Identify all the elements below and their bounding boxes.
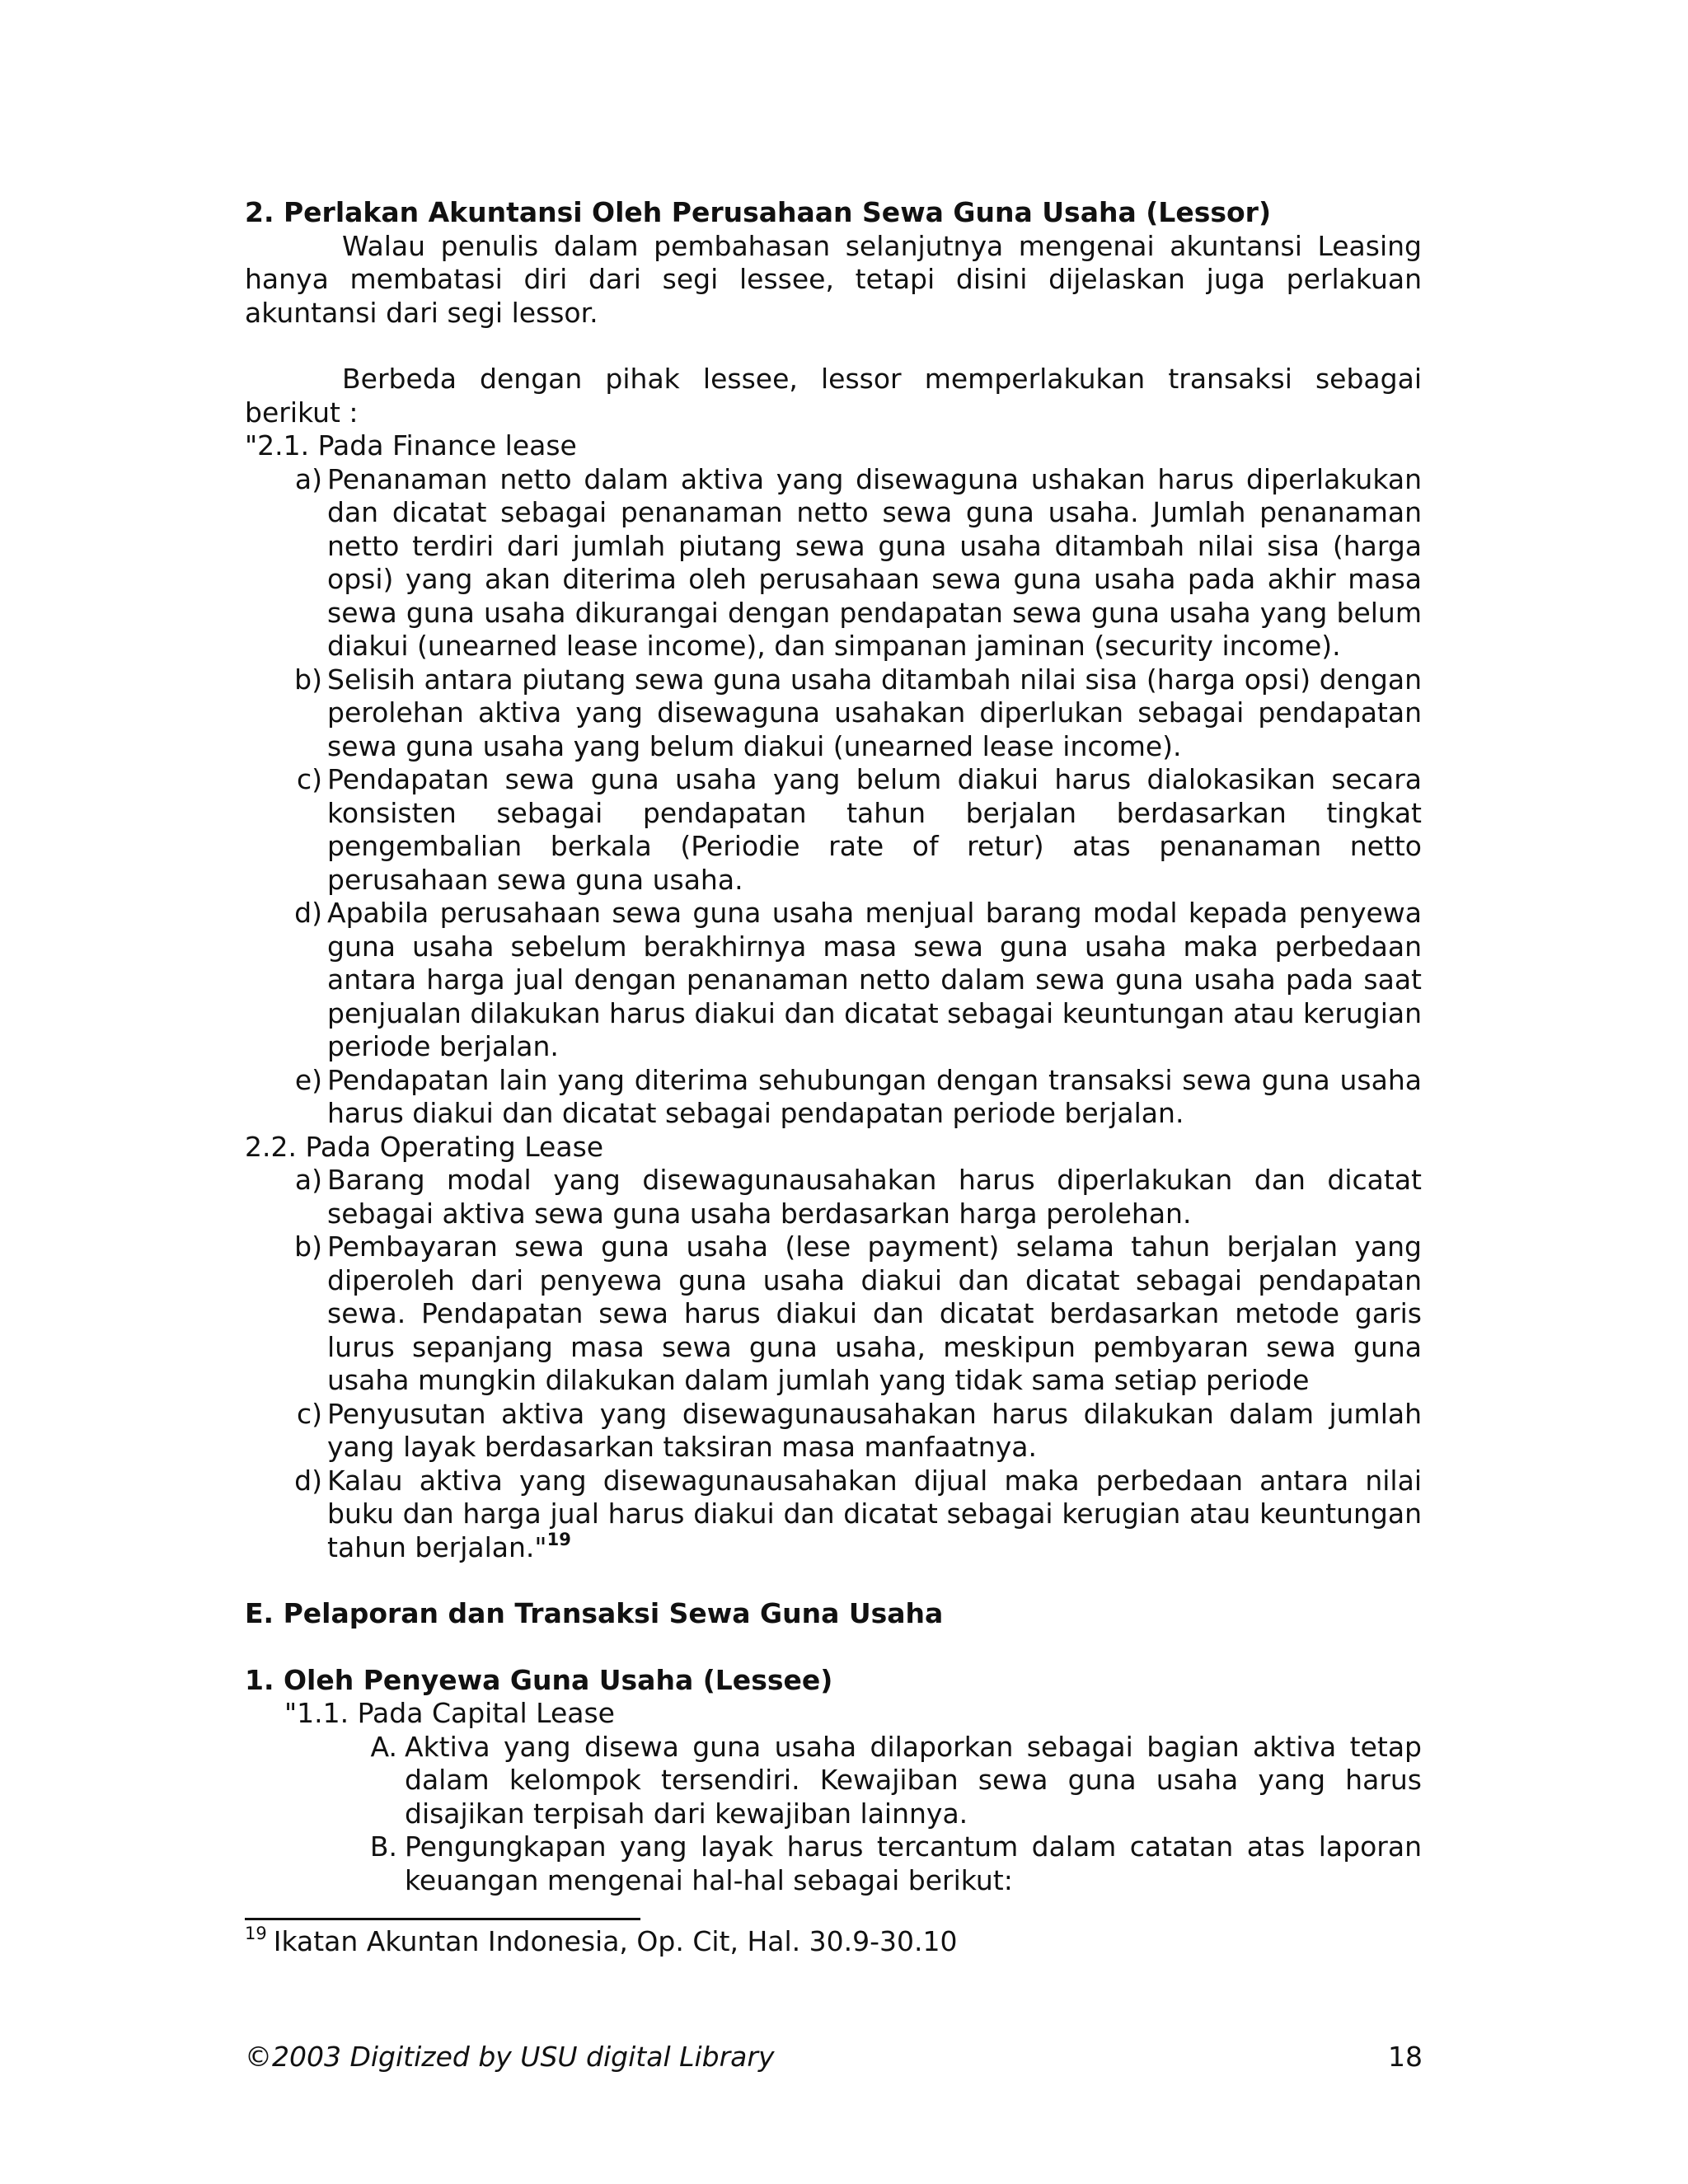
finance-lease-list [245,463,1422,1131]
subsection-heading-lessee: 1. Oleh Penyewa Guna Usaha (Lessee) [245,1663,833,1696]
list-marker: a) [294,1164,322,1196]
list-marker: d) [294,897,322,929]
subsection-title-operating-lease: 2.2. Pada Operating Lease [245,1130,604,1163]
paragraph-gap [245,1564,1422,1597]
list-item [283,1064,1422,1131]
list-item [283,663,1422,764]
footnote-divider [245,1918,640,1920]
list-item-text: Pengungkapan yang layak harus tercantum dalam catatan atas laporan keuangan mengenai hal-hal sebagai berikut: [405,1830,1422,1896]
footnote [245,1925,958,1958]
list-item [363,1830,1422,1897]
list-item [283,763,1422,897]
page-number: 18 [1388,2041,1423,2073]
list-item-text: Penanaman netto dalam aktiva yang disewaguna ushakan harus diperlakukan dan dicatat sebagai penanaman netto sewa guna usaha. Jumlah penanaman netto terdiri dari jumlah piutang sewa guna usaha ditambah nilai sisa (harga opsi) yang akan diterima oleh perusahaan sewa guna usaha pada akhir masa sewa guna usaha dikurangai dengan pendapatan sewa guna usaha yang belum diakui (unearned lease income), dan simpanan jaminan (security income). [327,462,1422,662]
subsection-title-capital-lease: "1.1. Pada Capital Lease [284,1697,615,1729]
section-heading-lessor: 2. Perlakan Akuntansi Oleh Perusahaan Sewa Guna Usaha (Lessor) [245,196,1272,228]
list-item-text: Barang modal yang disewagunausahakan harus diperlakukan dan dicatat sebagai aktiva sewa guna usaha berdasarkan harga perolehan. [327,1164,1422,1230]
list-marker: d) [294,1464,322,1497]
section-heading-reporting: E. Pelaporan dan Transaksi Sewa Guna Usaha [245,1597,944,1629]
list-item-text [327,1465,1422,1565]
list-item [283,463,1422,663]
footnote-text: Ikatan Akuntan Indonesia, Op. Cit, Hal. 30.9-30.10 [273,1925,958,1957]
list-item-text: Pembayaran sewa guna usaha (lese payment) selama tahun berjalan yang diperoleh dari penyewa guna usaha diakui dan dicatat sebagai pendapatan sewa. Pendapatan sewa harus diakui dan dicatat berdasarkan metode garis lurus sepanjang masa sewa guna usaha, meskipun pembyaran sewa guna usaha mungkin dilakukan dalam jumlah yang tidak sama setiap periode [327,1230,1422,1396]
list-marker: A. [370,1730,397,1763]
list-marker: a) [294,462,322,495]
paragraph-gap [245,1631,1422,1664]
list-item-text: Aktiva yang disewa guna usaha dilaporkan sebagai bagian aktiva tetap dalam kelompok tersendiri. Kewajiban sewa guna usaha yang harus disajikan terpisah dari kewajiban lainnya. [405,1730,1422,1830]
capital-lease-list [245,1731,1422,1898]
list-marker: e) [294,1063,322,1096]
paragraph-lessor-treatment: Berbeda dengan pihak lessee, lessor memperlakukan transaksi sebagai berikut : [245,363,1422,429]
list-item-text: Selisih antara piutang sewa guna usaha ditambah nilai sisa (harga opsi) dengan perolehan aktiva yang disewaguna usahakan diperlukan sebagai pendapatan sewa guna usaha yang belum diakui (unearned lease income). [327,663,1422,762]
list-item-text-body: Kalau aktiva yang disewagunausahakan dijual maka perbedaan antara nilai buku dan harga jual harus diakui dan dicatat sebagai kerugian atau keuntungan tahun berjalan." [327,1464,1422,1563]
footer-copyright: ©2003 Digitized by USU digital Library [245,2041,775,2073]
operating-lease-list [245,1164,1422,1564]
list-item-text: Pendapatan lain yang diterima sehubungan dengan transaksi sewa guna usaha harus diakui dan dicatat sebagai pendapatan periode berjalan. [327,1063,1422,1129]
list-item [283,1164,1422,1230]
list-item-text: Apabila perusahaan sewa guna usaha menjual barang modal kepada penyewa guna usaha sebelum berakhirnya masa sewa guna usaha maka perbedaan antara harga jual dengan penanaman netto dalam sewa guna usaha pada saat penjualan dilakukan harus diakui dan dicatat sebagai keuntungan atau kerugian periode berjalan. [327,897,1422,1062]
list-item [283,1230,1422,1398]
footnote-reference: 19 [546,1529,571,1549]
subsection-title-finance-lease: "2.1. Pada Finance lease [245,429,577,462]
list-item [363,1731,1422,1831]
paragraph-gap [245,330,1422,363]
list-marker: B. [369,1830,397,1863]
list-marker: b) [294,1230,322,1263]
list-marker: b) [294,663,322,696]
list-item [283,1465,1422,1565]
list-item-text: Pendapatan sewa guna usaha yang belum diakui harus dialokasikan secara konsisten sebagai pendapatan tahun berjalan berdasarkan tingkat pengembalian berkala (Periodie rate of retur) atas penanaman netto perusahaan sewa guna usaha. [327,763,1422,896]
footnote-number: 19 [245,1924,267,1943]
list-item [283,1398,1422,1465]
list-item-text: Penyusutan aktiva yang disewagunausahakan harus dilakukan dalam jumlah yang layak berdasarkan taksiran masa manfaatnya. [327,1397,1422,1463]
list-marker: c) [296,1397,322,1430]
document-body [245,196,1422,1897]
list-marker: c) [296,763,322,795]
paragraph-intro: Walau penulis dalam pembahasan selanjutnya mengenai akuntansi Leasing hanya membatasi diri dari segi lessee, tetapi disini dijelaskan juga perlakuan akuntansi dari segi lessor. [245,229,1422,329]
list-item [283,897,1422,1064]
